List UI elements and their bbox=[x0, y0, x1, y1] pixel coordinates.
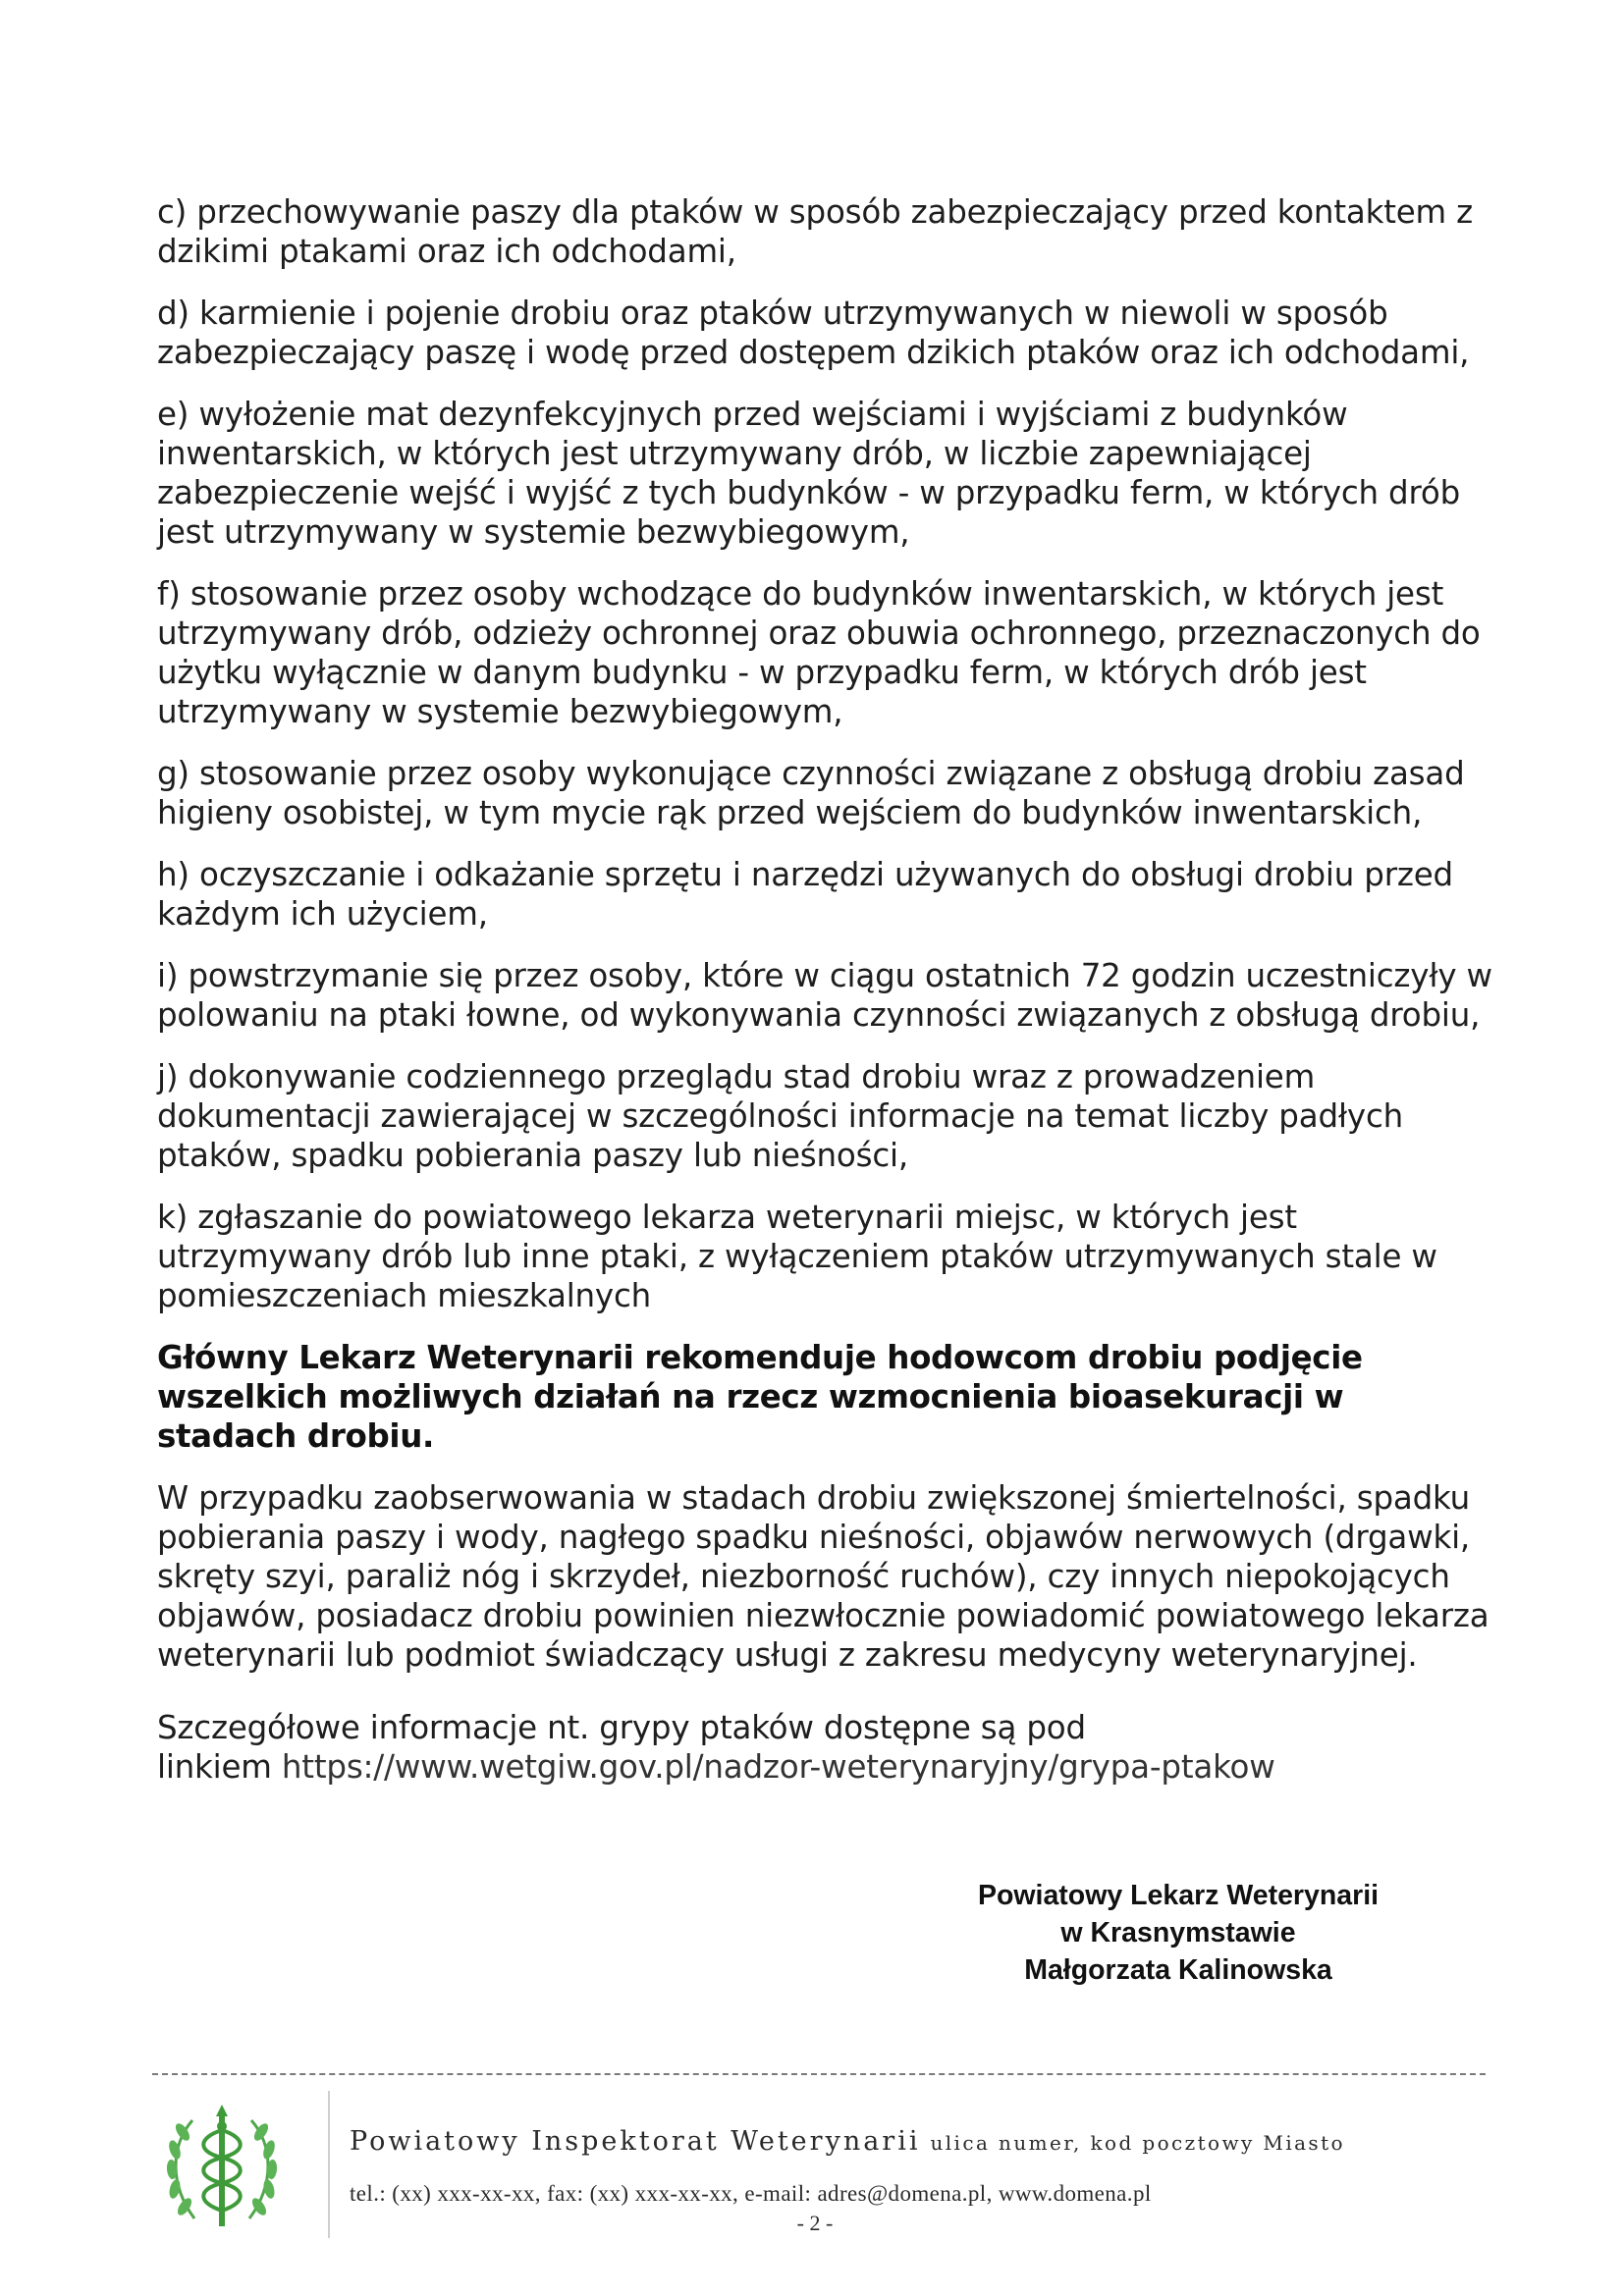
info-paragraph bbox=[157, 1708, 1492, 1787]
paragraph-k: k) zgłaszanie do powiatowego lekarza weterynarii miejsc, w których jest utrzymywany drób lub inne ptaki, z wyłączeniem ptaków utrzymywanych stale w pomieszczeniach mieszkalnych bbox=[157, 1199, 1437, 1314]
info-link[interactable]: https://www.wetgiw.gov.pl/nadzor-weterynaryjny/grypa-ptakow bbox=[281, 1748, 1275, 1786]
footer-contact: tel.: (xx) xxx-xx-xx, fax: (xx) xxx-xx-xx, e-mail: adres@domena.pl, www.domena.pl bbox=[350, 2181, 1152, 2206]
footer-organization bbox=[350, 2126, 1345, 2157]
paragraph-i: i) powstrzymanie się przez osoby, które w ciągu ostatnich 72 godzin uczestniczyły w polowaniu na ptaki łowne, od wykonywania czynności związanych z obsługą drobiu, bbox=[157, 957, 1492, 1034]
signature-title: Powiatowy Lekarz Weterynarii bbox=[977, 1880, 1380, 1911]
paragraph-d: d) karmienie i pojenie drobiu oraz ptaków utrzymywanych w niewoli w sposób zabezpieczający paszę i wodę przed dostępem dzikich ptaków oraz ich odchodami, bbox=[157, 294, 1470, 371]
signature-location: w Krasnymstawie bbox=[1060, 1917, 1296, 1949]
paragraph-g: g) stosowanie przez osoby wykonujące czynności związane z obsługą drobiu zasad higieny osobistej, w tym mycie rąk przed wejściem do budynków inwentarskich, bbox=[157, 755, 1465, 831]
footer-vertical-separator bbox=[328, 2091, 330, 2238]
paragraph-h: h) oczyszczanie i odkażanie sprzętu i narzędzi używanych do obsługi drobiu przed każdym ich użyciem, bbox=[157, 856, 1453, 933]
paragraph-f: f) stosowanie przez osoby wchodzące do budynków inwentarskich, w których jest utrzymywany drób, odzieży ochronnej oraz obuwia ochronnego, przeznaczonych do użytku wyłącznie w danym budynku - w przypadku ferm, w których drób jest utrzymywany w systemie bezwybiegowym, bbox=[157, 575, 1481, 730]
paragraph-c: c) przechowywanie paszy dla ptaków w sposób zabezpieczający przed kontaktem z dzikimi ptakami oraz ich odchodami, bbox=[157, 193, 1473, 270]
footer-divider bbox=[152, 2073, 1486, 2075]
recommendation-paragraph: Główny Lekarz Weterynarii rekomenduje hodowcom drobiu podjęcie wszelkich możliwych działań na rzecz wzmocnienia bioasekuracji w stadach drobiu. bbox=[157, 1339, 1363, 1455]
organization-name: Powiatowy Inspektorat Weterynarii bbox=[350, 2126, 921, 2157]
paragraph-e: e) wyłożenie mat dezynfekcyjnych przed wejściami i wyjściami z budynków inwentarskich, w których jest utrzymywany drób, w liczbie zapewniającej zabezpieczenie wejść i wyjść z tych budynków - w przypadku ferm, w których drób jest utrzymywany w systemie bezwybiegowym, bbox=[157, 396, 1461, 551]
page-number: - 2 - bbox=[796, 2211, 834, 2235]
signature-block bbox=[884, 1877, 1473, 1989]
paragraph-j: j) dokonywanie codziennego przeglądu stad drobiu wraz z prowadzeniem dokumentacji zawierającej w szczególności informacje na temat liczby padłych ptaków, spadku pobierania paszy lub nieśności, bbox=[157, 1058, 1404, 1174]
document-body bbox=[157, 192, 1492, 1697]
caduceus-laurel-logo-icon bbox=[153, 2101, 291, 2238]
notice-paragraph: W przypadku zaobserwowania w stadach drobiu zwiększonej śmiertelności, spadku pobierania paszy i wody, nagłego spadku nieśności, objawów nerwowych (drgawki, skręty szyi, paraliż nóg i skrzydeł, niezborność ruchów), czy innych niepokojących objawów, posiadacz drobiu powinien niezwłocznie powiadomić powiatowego lekarza weterynarii lub podmiot świadczący usługi z zakresu medycyny weterynaryjnej. bbox=[157, 1479, 1489, 1674]
organization-address: ulica numer, kod pocztowy Miasto bbox=[930, 2131, 1345, 2155]
info-line: Szczegółowe informacje nt. grypy ptaków dostępne są pod bbox=[157, 1709, 1086, 1746]
info-link-prefix: linkiem bbox=[157, 1748, 282, 1786]
info-link-line bbox=[157, 1747, 1492, 1787]
signature-name: Małgorzata Kalinowska bbox=[1024, 1954, 1332, 1986]
